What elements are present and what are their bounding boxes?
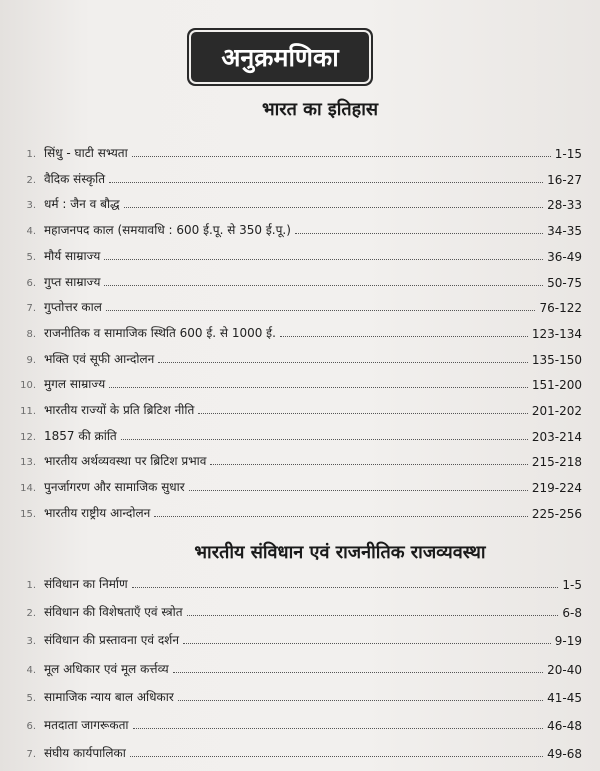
dot-leader bbox=[132, 587, 559, 588]
toc-item-pages: 16-27 bbox=[547, 172, 582, 187]
toc-item-number: 8. bbox=[26, 328, 36, 340]
toc-item-number: 6. bbox=[26, 277, 36, 289]
dot-leader bbox=[295, 233, 543, 234]
toc-item-title: सिंधु - घाटी सभ्यता bbox=[44, 146, 128, 160]
toc-item-title: मूल अधिकार एवं मूल कर्त्तव्य bbox=[44, 661, 169, 676]
dot-leader bbox=[158, 362, 528, 363]
toc-item-pages: 135-150 bbox=[531, 352, 582, 367]
toc-item-title: संविधान की प्रस्तावना एवं दर्शन bbox=[44, 633, 180, 648]
toc-item-pages: 34-35 bbox=[547, 224, 582, 239]
toc-item-title: भक्ति एवं सूफी आन्दोलन bbox=[44, 351, 155, 366]
toc-item-title: वैदिक संस्कृति bbox=[44, 171, 106, 186]
toc-item-pages: 219-224 bbox=[531, 481, 582, 496]
toc-item-number: 3. bbox=[26, 636, 36, 648]
index-banner: अनुक्रमणिका bbox=[193, 34, 367, 80]
dot-leader bbox=[104, 259, 543, 260]
toc-row bbox=[12, 714, 582, 734]
toc-row bbox=[12, 573, 582, 593]
toc-item-title: धर्म : जैन व बौद्ध bbox=[44, 197, 120, 212]
section-title-polity: भारतीय संविधान एवं राजनीतिक राजव्यवस्था bbox=[194, 542, 486, 563]
toc-item-title: सामाजिक न्याय बाल अधिकार bbox=[44, 689, 174, 704]
toc-item-number: 7. bbox=[26, 749, 36, 761]
toc-item-title: भारतीय राज्यों के प्रति ब्रिटिश नीति bbox=[44, 403, 195, 417]
toc-item-number: 3. bbox=[26, 200, 36, 212]
toc-item-title: राजनीतिक व सामाजिक स्थिति 600 ई. से 1000 ई. bbox=[44, 325, 276, 340]
toc-item-number: 14. bbox=[20, 483, 36, 495]
dot-leader bbox=[121, 439, 528, 440]
toc-item-number: 12. bbox=[20, 431, 36, 443]
toc-item-pages: 201-202 bbox=[531, 404, 582, 418]
dot-leader bbox=[210, 464, 527, 465]
toc-item-number: 4. bbox=[26, 226, 36, 238]
toc-item-number: 2. bbox=[26, 174, 36, 186]
toc-item-number: 11. bbox=[20, 406, 36, 417]
dot-leader bbox=[109, 387, 528, 388]
toc-row bbox=[12, 245, 582, 265]
toc-row bbox=[12, 742, 582, 762]
toc-row bbox=[12, 142, 582, 162]
toc-item-pages: 215-218 bbox=[531, 455, 582, 470]
toc-row bbox=[12, 271, 582, 291]
toc-item-pages: 225-256 bbox=[531, 506, 582, 521]
toc-item-number: 15. bbox=[20, 508, 36, 520]
toc-item-number: 2. bbox=[26, 608, 36, 620]
toc-item-title: संविधान का निर्माण bbox=[44, 577, 128, 591]
toc-row bbox=[12, 686, 582, 706]
dot-leader bbox=[130, 756, 543, 757]
toc-item-pages: 9-19 bbox=[554, 634, 582, 649]
section-title-history: भारत का इतिहास bbox=[261, 99, 379, 120]
dot-leader bbox=[178, 700, 543, 701]
toc-item-pages: 41-45 bbox=[547, 690, 582, 705]
toc-item-title: भारतीय राष्ट्रीय आन्दोलन bbox=[44, 505, 151, 520]
dot-leader bbox=[132, 156, 551, 157]
toc-row bbox=[12, 601, 582, 621]
toc-item-title: गुप्त साम्राज्य bbox=[44, 274, 101, 289]
dot-leader bbox=[109, 182, 543, 183]
toc-item-pages: 46-48 bbox=[547, 719, 582, 733]
toc-item-title: मुगल साम्राज्य bbox=[44, 377, 106, 392]
dot-leader bbox=[198, 413, 527, 414]
toc-item-pages: 28-33 bbox=[547, 198, 582, 213]
toc-item-pages: 20-40 bbox=[547, 662, 582, 677]
toc-item-title: संघीय कार्यपालिका bbox=[44, 746, 126, 761]
toc-item-number: 7. bbox=[26, 303, 36, 315]
toc-row bbox=[12, 373, 582, 393]
toc-item-number: 4. bbox=[26, 664, 36, 676]
toc-item-number: 5. bbox=[26, 692, 36, 704]
toc-row bbox=[12, 450, 582, 470]
toc-item-pages: 36-49 bbox=[547, 249, 582, 264]
dot-leader bbox=[154, 516, 528, 517]
toc-item-number: 1. bbox=[26, 149, 36, 160]
toc-item-number: 13. bbox=[20, 457, 36, 469]
toc-item-title: मतदाता जागरूकता bbox=[44, 718, 129, 732]
toc-item-pages: 6-8 bbox=[562, 606, 582, 621]
dot-leader bbox=[133, 728, 544, 729]
toc-row bbox=[12, 502, 582, 522]
dot-leader bbox=[187, 615, 559, 616]
toc-item-pages: 123-134 bbox=[531, 326, 582, 341]
toc-item-number: 6. bbox=[26, 721, 36, 732]
dot-leader bbox=[183, 643, 551, 644]
toc-item-number: 10. bbox=[20, 380, 36, 392]
toc-item-number: 5. bbox=[26, 251, 36, 263]
toc-row bbox=[12, 399, 582, 419]
toc-item-pages: 50-75 bbox=[547, 275, 582, 290]
toc-item-pages: 1-15 bbox=[554, 147, 582, 161]
toc-row bbox=[12, 322, 582, 342]
toc-item-pages: 76-122 bbox=[539, 301, 582, 316]
toc-row bbox=[12, 425, 582, 445]
toc-item-title: पुनर्जागरण और सामाजिक सुधार bbox=[44, 480, 185, 495]
toc-row bbox=[12, 168, 582, 188]
toc-item-title: गुप्तोत्तर काल bbox=[44, 300, 102, 315]
dot-leader bbox=[106, 310, 536, 311]
toc-row bbox=[12, 476, 582, 496]
toc-item-pages: 49-68 bbox=[547, 747, 582, 762]
toc-row bbox=[12, 658, 582, 678]
toc-row bbox=[12, 296, 582, 316]
toc-row bbox=[12, 193, 582, 213]
toc-item-title: संविधान की विशेषताएँ एवं स्त्रोत bbox=[44, 605, 183, 620]
toc-item-pages: 1-5 bbox=[562, 578, 582, 592]
dot-leader bbox=[189, 490, 528, 491]
toc-item-title: मौर्य साम्राज्य bbox=[44, 248, 101, 263]
toc-item-pages: 203-214 bbox=[531, 429, 582, 444]
toc-item-number: 1. bbox=[26, 580, 36, 591]
toc-item-number: 9. bbox=[26, 354, 36, 366]
toc-row bbox=[12, 629, 582, 649]
dot-leader bbox=[280, 336, 528, 337]
toc-item-title: महाजनपद काल (समयावधि : 600 ई.पू. से 350 ई.पू.) bbox=[44, 223, 291, 238]
toc-item-title: 1857 की क्रांति bbox=[44, 428, 117, 443]
dot-leader bbox=[124, 207, 543, 208]
dot-leader bbox=[104, 285, 543, 286]
toc-item-title: भारतीय अर्थव्यवस्था पर ब्रिटिश प्रभाव bbox=[44, 454, 207, 469]
toc-row bbox=[12, 219, 582, 239]
toc-row bbox=[12, 348, 582, 368]
toc-item-pages: 151-200 bbox=[531, 378, 582, 393]
dot-leader bbox=[173, 672, 543, 673]
